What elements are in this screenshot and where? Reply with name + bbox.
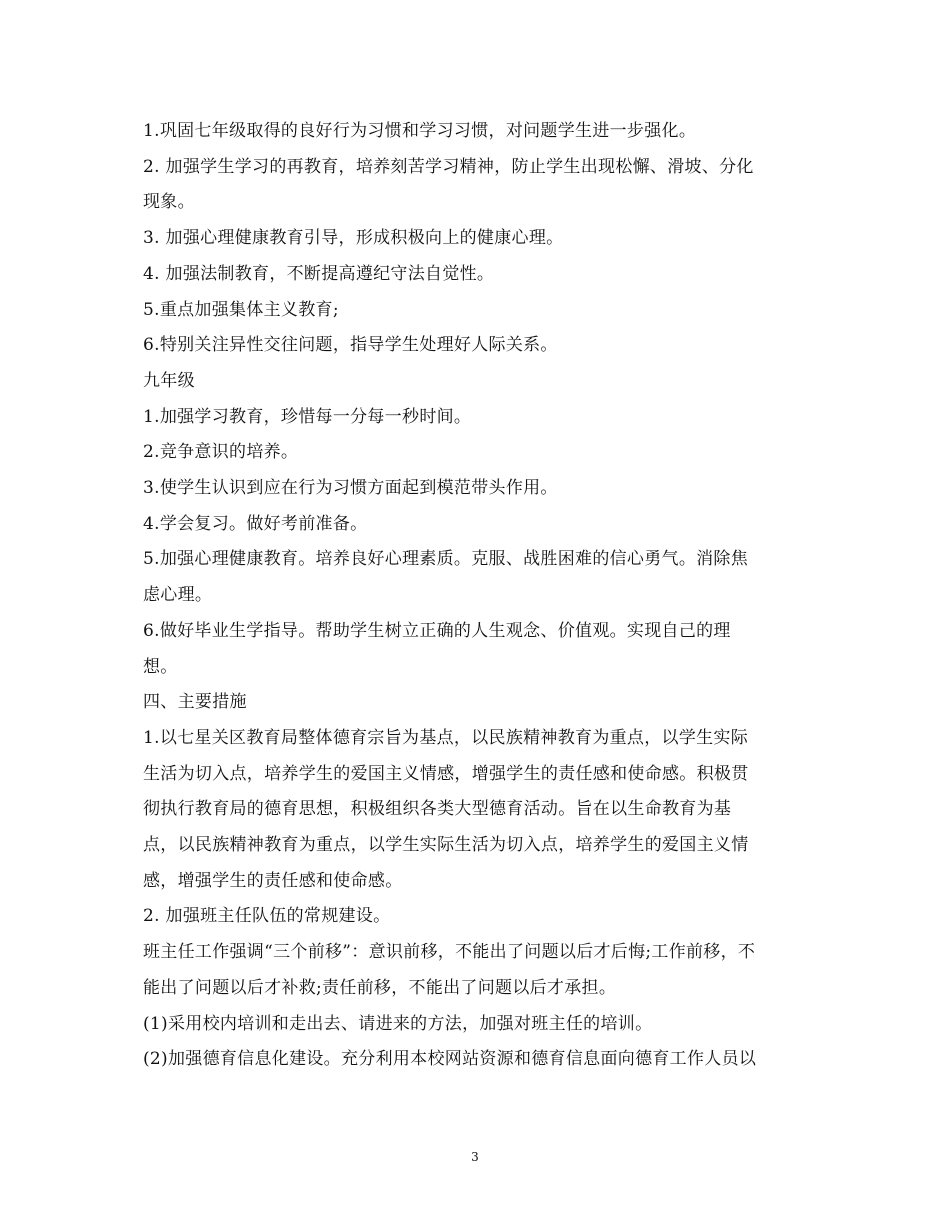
- text-line: 6.做好毕业生学指导。帮助学生树立正确的人生观念、价值观。实现自己的理: [143, 620, 731, 641]
- text-line: 3. 加强心理健康教育引导，形成积极向上的健康心理。: [143, 228, 564, 249]
- text-line: 2. 加强学生学习的再教育，培养刻苦学习精神，防止学生出现松懈、滑坡、分化: [143, 156, 754, 177]
- text-line: 1.巩固七年级取得的良好行为习惯和学习习惯，对问题学生进一步强化。: [143, 121, 697, 141]
- text-line: 3.使学生认识到应在行为习惯方面起到模范带头作用。: [143, 478, 558, 499]
- text-line: 能出了问题以后才补救;责任前移，不能出了问题以后才承担。: [143, 977, 617, 998]
- text-line: (1)采用校内培训和走出去、请进来的方法，加强对班主任的培训。: [143, 1013, 653, 1034]
- text-line: 生活为切入点，培养学生的爱国主义情感，增强学生的责任感和使命感。积极贯: [143, 763, 749, 784]
- text-line: 5.加强心理健康教育。培养良好心理素质。克服、战胜困难的信心勇气。消除焦: [143, 549, 749, 570]
- document-body: [143, 114, 813, 1078]
- text-line: 5.重点加强集体主义教育;: [143, 299, 339, 320]
- text-line: 点，以民族精神教育为重点，以学生实际生活为切入点，培养学生的爱国主义情: [143, 835, 749, 856]
- section-heading: 九年级: [143, 370, 195, 391]
- text-line: 4.学会复习。做好考前准备。: [143, 513, 368, 534]
- text-line: 班主任工作强调“三个前移”：意识前移，不能出了问题以后才后悔;工作前移，不: [143, 942, 756, 963]
- page-number: 3: [471, 1150, 479, 1164]
- text-line: 2. 加强班主任队伍的常规建设。: [143, 906, 391, 927]
- text-line: 想。: [143, 656, 178, 677]
- text-line: 1.以七星关区教育局整体德育宗旨为基点，以民族精神教育为重点，以学生实际: [143, 727, 749, 748]
- text-line: 4. 加强法制教育，不断提高遵纪守法自觉性。: [143, 263, 495, 284]
- text-line: 6.特别关注异性交往问题，指导学生处理好人际关系。: [143, 335, 558, 356]
- text-line: 彻执行教育局的德育思想，积极组织各类大型德育活动。旨在以生命教育为基: [143, 799, 732, 820]
- text-line: 现象。: [143, 192, 195, 213]
- section-heading: 四、主要措施: [143, 692, 247, 713]
- text-line: (2)加强德育信息化建设。充分利用本校网站资源和德育信息面向德育工作人员以: [143, 1049, 757, 1070]
- text-line: 2.竞争意识的培养。: [143, 442, 299, 463]
- text-line: 虑心理。: [143, 585, 213, 606]
- text-line: 1.加强学习教育，珍惜每一分每一秒时间。: [143, 406, 472, 427]
- text-line: 感，增强学生的责任感和使命感。: [143, 870, 403, 891]
